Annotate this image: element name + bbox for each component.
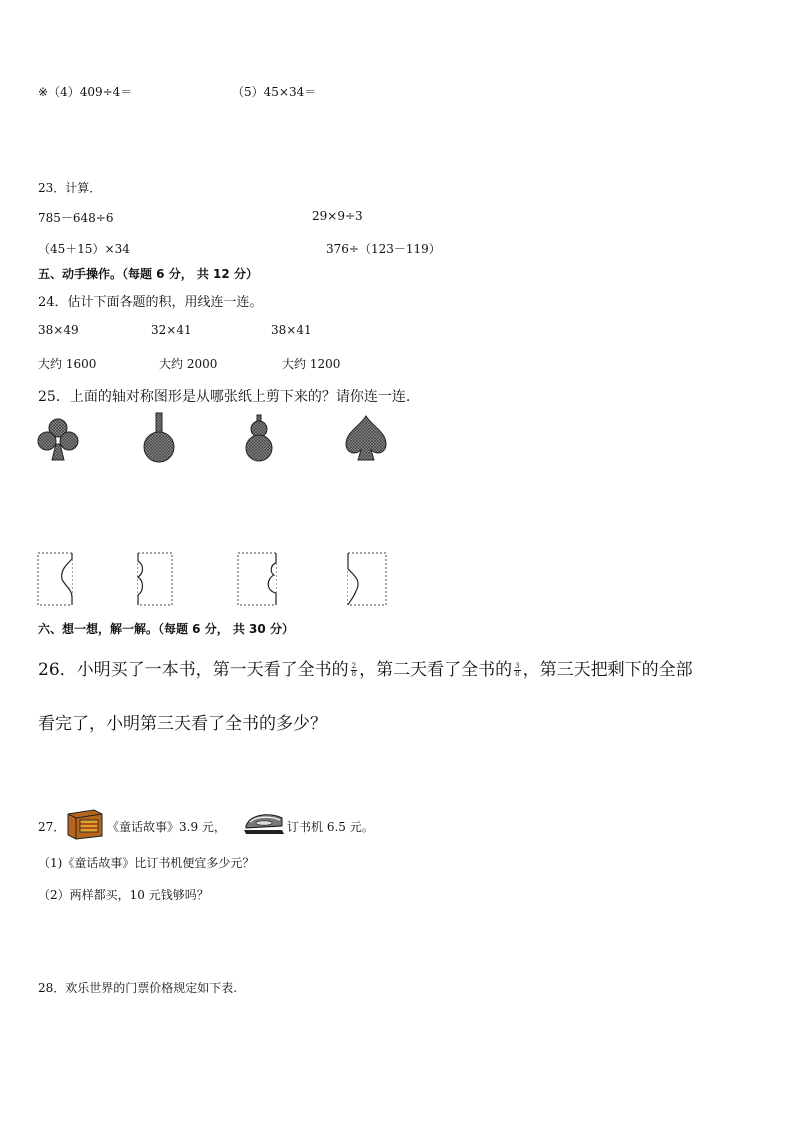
club-icon bbox=[36, 416, 80, 464]
q26-frac1-num: 2 bbox=[351, 662, 357, 670]
q23-expr2: 29×9÷3 bbox=[312, 209, 363, 223]
gourd-icon bbox=[244, 414, 274, 464]
q24-estimate-3: 大约 1200 bbox=[282, 357, 341, 371]
paper-half-1 bbox=[36, 551, 80, 607]
q27-sub1: （1)《童话故事》比订书机便宜多少元？ bbox=[38, 856, 255, 870]
q22-item4: ※（4）409÷4＝ bbox=[38, 85, 133, 99]
q24-title: 24．估计下面各题的积，用线连一连。 bbox=[38, 295, 263, 310]
q26-text-3: ，第三天把剩下的全部 bbox=[522, 660, 693, 680]
q26-frac2-num: 3 bbox=[515, 662, 520, 670]
section5-heading: 五、动手操作。（每题 6 分， 共 12 分） bbox=[38, 267, 258, 281]
q24-product-1: 38×49 bbox=[38, 323, 79, 337]
section6-heading: 六、想一想，解一解。（每题 6 分， 共 30 分） bbox=[38, 622, 294, 636]
q24-estimate-2: 大约 2000 bbox=[159, 357, 218, 371]
q23-expr4: 376÷（123－119） bbox=[326, 242, 441, 256]
q23-expr3: （45＋15）×34 bbox=[38, 242, 130, 256]
paper-half-4 bbox=[344, 551, 388, 607]
paper-half-3 bbox=[236, 551, 280, 607]
q27-number: 27． bbox=[38, 820, 66, 834]
q26-fraction-1 bbox=[351, 663, 357, 678]
q24-product-2: 32×41 bbox=[151, 323, 192, 337]
q26-line2: 看完了，小明第三天看了全书的多少？ bbox=[38, 714, 327, 734]
q27-book-price: 《童话故事》3.9 元， bbox=[107, 820, 226, 834]
q25-title: 25．上面的轴对称图形是从哪张纸上剪下来的？请你连一连. bbox=[38, 389, 411, 405]
q24-product-3: 38×41 bbox=[271, 323, 312, 337]
q26-frac2-den: 8 bbox=[515, 670, 520, 678]
q27-stapler-price: 订书机 6.5 元。 bbox=[287, 820, 374, 834]
stapler-icon bbox=[242, 808, 286, 836]
q28-title: 28．欢乐世界的门票价格规定如下表. bbox=[38, 981, 238, 995]
book-icon bbox=[64, 808, 106, 840]
q23-expr1: 785－648÷6 bbox=[38, 211, 114, 225]
q26-frac1-den: 8 bbox=[351, 670, 357, 678]
q26-text-1: 26．小明买了一本书，第一天看了全书的 bbox=[38, 660, 349, 680]
q26-line1 bbox=[38, 655, 693, 680]
round-pendant-icon bbox=[139, 412, 179, 464]
q26-text-2: ，第二天看了全书的 bbox=[359, 660, 513, 680]
q24-estimate-1: 大约 1600 bbox=[38, 357, 97, 371]
q26-fraction-2 bbox=[514, 663, 520, 678]
spade-icon bbox=[342, 414, 390, 464]
q23-title: 23．计算． bbox=[38, 181, 102, 195]
q22-item5: （5）45×34＝ bbox=[232, 85, 317, 99]
paper-half-2 bbox=[132, 551, 176, 607]
q27-sub2: （2）两样都买，10 元钱够吗？ bbox=[38, 888, 209, 902]
